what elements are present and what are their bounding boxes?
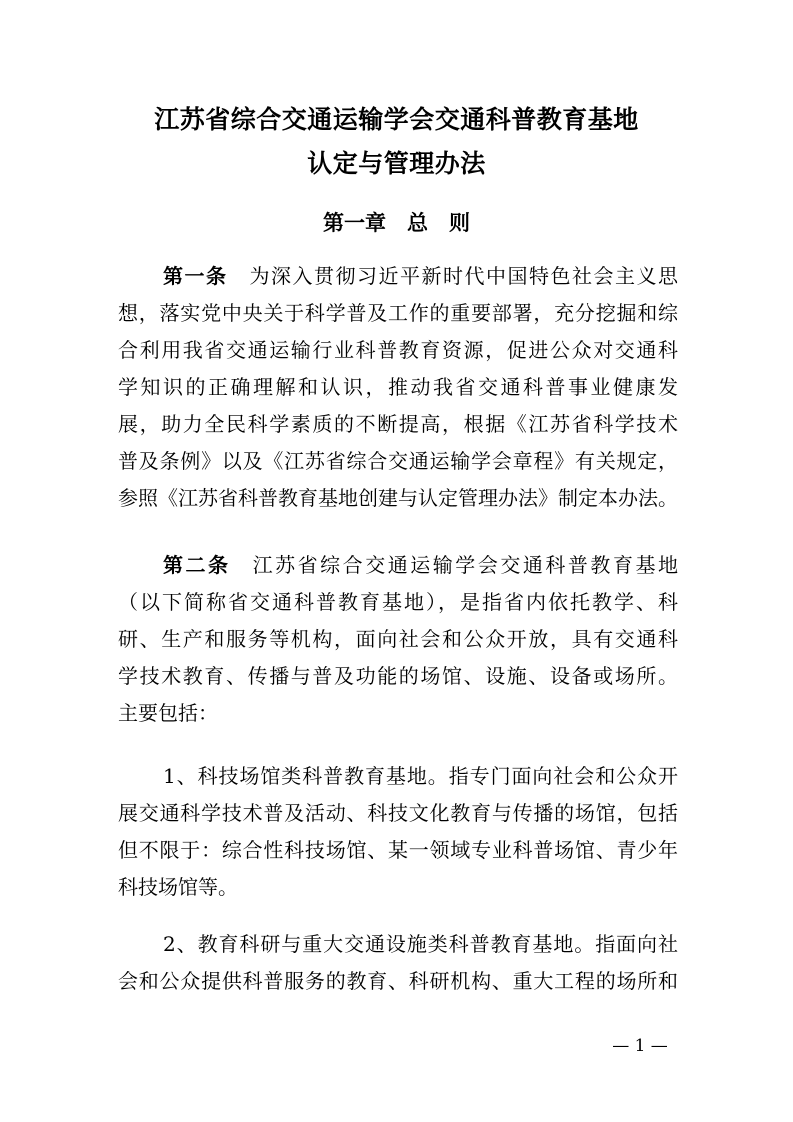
article-1-text: 为深入贯彻习近平新时代中国特色社会主义思: [249, 264, 678, 288]
article-1-line-4: 学知识的正确理解和认识，推动我省交通科普事业健康发: [118, 375, 678, 399]
article-1-label: 第一条: [163, 264, 228, 288]
document-title-line-2: 认定与管理办法: [307, 149, 486, 178]
article-2-text: 江苏省综合交通运输学会交通科普教育基地: [252, 553, 679, 577]
item-2-line-1: 2、教育科研与重大交通设施类科普教育基地。指面向社: [163, 932, 678, 956]
article-1-line-7: 参照《江苏省科普教育基地创建与认定管理办法》制定本办法。: [118, 486, 678, 510]
chapter-heading: 第一章 总 则: [323, 211, 470, 235]
item-1-line-2: 展交通科学技术普及活动、科技文化教育与传播的场馆，包括: [118, 801, 678, 825]
item-1-line-1: 1、科技场馆类科普教育基地。指专门面向社会和公众开: [163, 764, 678, 788]
article-2-line-3: 研、生产和服务等机构，面向社会和公众开放，具有交通科: [118, 627, 678, 651]
article-2-label: 第二条: [163, 553, 231, 577]
page-number: — 1 —: [612, 1036, 668, 1056]
item-2-line-2: 会和公众提供科普服务的教育、科研机构、重大工程的场所和: [118, 969, 678, 993]
article-1-line-5: 展，助力全民科学素质的不断提高，根据《江苏省科学技术: [118, 412, 678, 436]
item-1-line-3: 但不限于：综合性科技场馆、某一领域专业科普场馆、青少年: [118, 838, 678, 862]
article-1-line-2: 想，落实党中央关于科学普及工作的重要部署，充分挖掘和综: [118, 301, 678, 325]
article-2-line-4: 学技术教育、传播与普及功能的场馆、设施、设备或场所。: [118, 664, 678, 688]
article-1-line-6: 普及条例》以及《江苏省综合交通运输学会章程》有关规定，: [118, 449, 678, 473]
article-1-line-3: 合利用我省交通运输行业科普教育资源，促进公众对交通科: [118, 338, 678, 362]
article-1-line-1: [163, 262, 678, 290]
item-1-line-4: 科技场馆等。: [118, 875, 238, 899]
article-2-line-2: （以下简称省交通科普教育基地），是指省内依托教学、科: [118, 590, 678, 614]
article-2-line-5: 主要包括：: [118, 701, 218, 725]
document-title-line-1: 江苏省综合交通运输学会交通科普教育基地: [154, 105, 639, 134]
article-2-line-1: [163, 551, 678, 579]
